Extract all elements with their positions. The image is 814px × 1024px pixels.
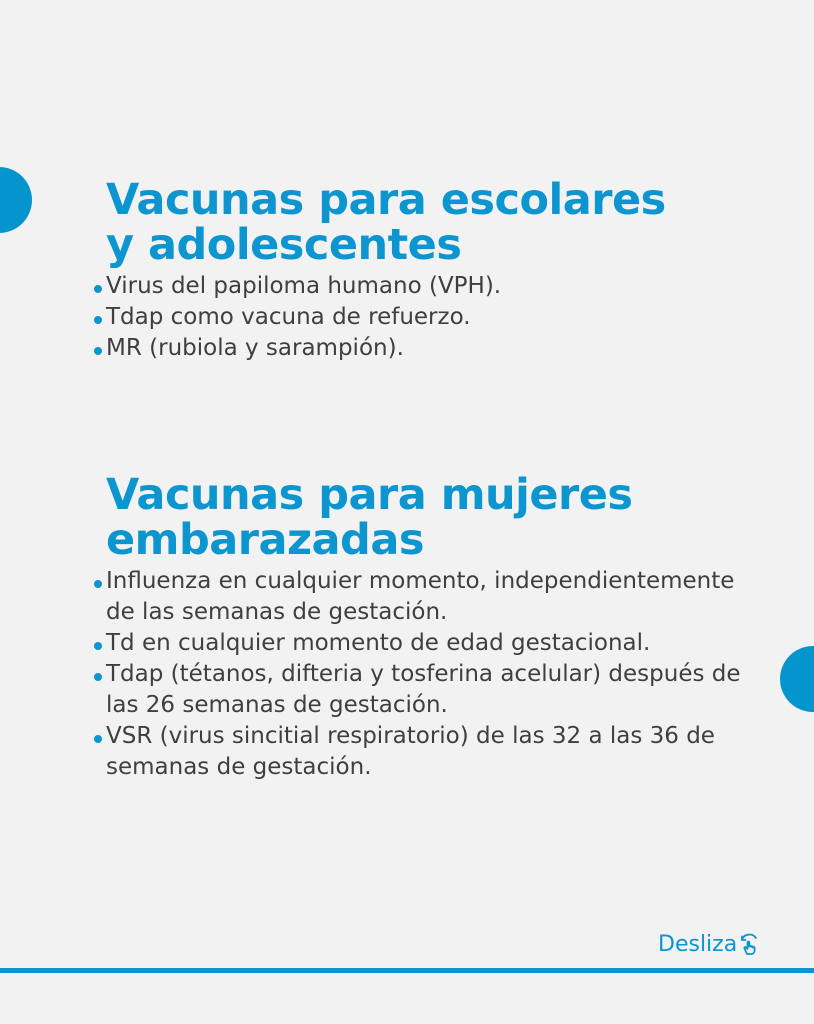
bullet-dot-icon xyxy=(94,347,102,355)
list-item xyxy=(94,628,754,659)
section-title-line: y adolescentes xyxy=(106,220,462,270)
section-pregnant-vaccines xyxy=(106,470,754,783)
list-item-text: VSR (virus sincitial respiratorio) de las 32 a las 36 de semanas de gestación. xyxy=(106,723,715,780)
section-title-line: Vacunas para escolares xyxy=(106,175,666,225)
list-item xyxy=(94,271,754,302)
bullet-dot-icon xyxy=(94,580,102,588)
list-item-text: Tdap como vacuna de refuerzo. xyxy=(106,304,471,330)
section-title-line: Vacunas para mujeres xyxy=(106,470,633,520)
list-item-text: MR (rubiola y sarampión). xyxy=(106,335,404,361)
swipe-hand-icon xyxy=(738,933,762,957)
section-title-line: embarazadas xyxy=(106,515,424,565)
list-item-text: Influenza en cualquier momento, independientemente de las semanas de gestación. xyxy=(106,568,735,625)
section-school-vaccines xyxy=(106,175,754,364)
bullet-dot-icon xyxy=(94,673,102,681)
bullet-dot-icon xyxy=(94,316,102,324)
swipe-label: Desliza xyxy=(658,932,738,957)
list-item-text: Tdap (tétanos, difteria y tosferina acelular) después de las 26 semanas de gestación. xyxy=(106,661,741,718)
swipe-hint[interactable] xyxy=(658,930,762,960)
bullet-dot-icon xyxy=(94,735,102,743)
list-item xyxy=(94,721,754,783)
decorative-circle-right xyxy=(780,646,814,712)
vaccine-list xyxy=(94,271,754,364)
decorative-circle-left xyxy=(0,167,32,233)
list-item xyxy=(94,566,754,628)
vaccine-list xyxy=(94,566,754,783)
list-item xyxy=(94,302,754,333)
section-title xyxy=(106,470,754,565)
list-item-text: Td en cualquier momento de edad gestacional. xyxy=(106,630,651,656)
section-title xyxy=(106,175,754,270)
list-item xyxy=(94,659,754,721)
list-item-text: Virus del papiloma humano (VPH). xyxy=(106,273,502,299)
list-item xyxy=(94,333,754,364)
bottom-divider xyxy=(0,968,814,973)
bullet-dot-icon xyxy=(94,642,102,650)
bullet-dot-icon xyxy=(94,285,102,293)
